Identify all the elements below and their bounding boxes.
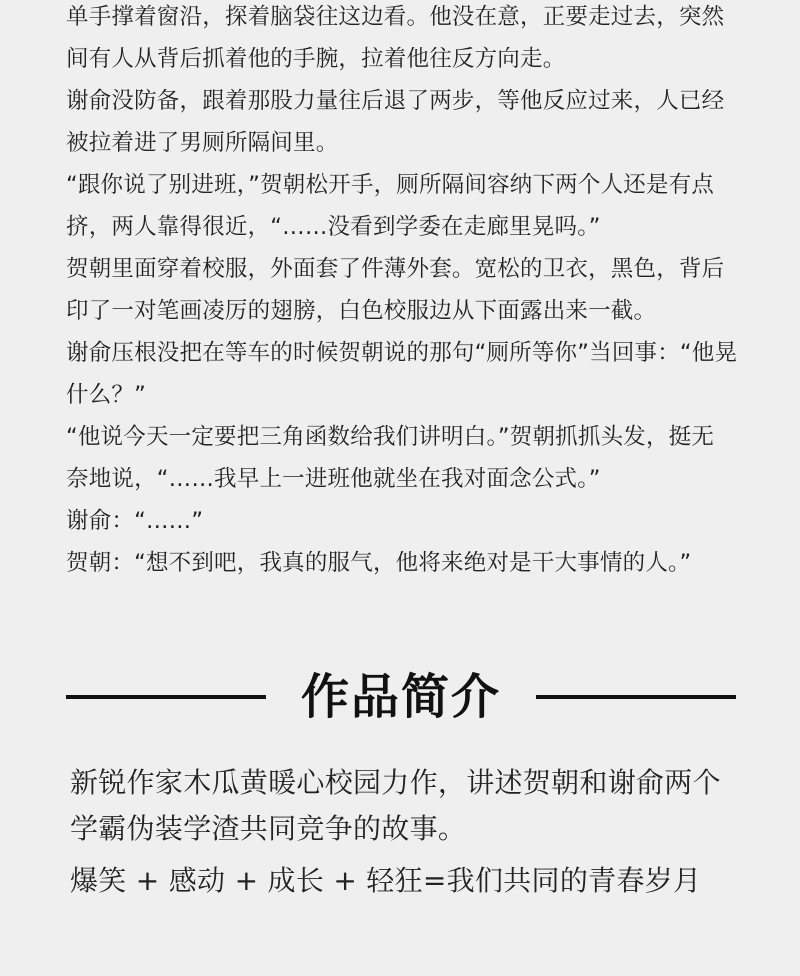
excerpt-line: 贺朝里面穿着校服，外面套了件薄外套。宽松的卫衣，黑色，背后 <box>66 256 725 282</box>
excerpt-line: “他说今天一定要把三角函数给我们讲明白。”贺朝抓抓头发，挺无 <box>66 424 715 450</box>
divider-rule-right <box>536 695 736 699</box>
novel-excerpt <box>66 0 756 584</box>
excerpt-paragraph-2 <box>66 80 756 164</box>
excerpt-paragraph-1 <box>66 0 756 80</box>
excerpt-line: 谢俞没防备，跟着那股力量往后退了两步，等他反应过来，人已经 <box>66 88 725 114</box>
excerpt-paragraph-4 <box>66 248 756 332</box>
excerpt-line: 贺朝：“想不到吧，我真的服气，他将来绝对是干大事情的人。” <box>66 550 692 576</box>
excerpt-paragraph-8 <box>66 542 756 584</box>
excerpt-line: “跟你说了别进班，”贺朝松开手，厕所隔间容纳下两个人还是有点 <box>66 172 715 198</box>
excerpt-line: 什么？” <box>66 382 146 408</box>
excerpt-paragraph-7 <box>66 500 756 542</box>
excerpt-line: 单手撑着窗沿，探着脑袋往这边看。他没在意，正要走过去，突然 <box>66 4 725 30</box>
excerpt-line: 谢俞：“……” <box>66 508 204 534</box>
intro-tagline: 爆笑 + 感动 + 成长 + 轻狂=我们共同的青春岁月 <box>70 864 702 897</box>
excerpt-line: 被拉着进了男厕所隔间里。 <box>66 130 339 156</box>
excerpt-paragraph-6 <box>66 416 756 500</box>
excerpt-line: 谢俞压根没把在等车的时候贺朝说的那句“厕所等你”当回事：“他晃 <box>66 340 738 366</box>
excerpt-line: 奈地说，“……我早上一进班他就坐在我对面念公式。” <box>66 466 601 492</box>
excerpt-line: 印了一对笔画凌厉的翅膀，白色校服边从下面露出来一截。 <box>66 298 657 324</box>
excerpt-line: 挤，两人靠得很近，“……没看到学委在走廊里晃吗。” <box>66 214 601 240</box>
section-title: 作品简介 <box>300 669 501 725</box>
excerpt-paragraph-5 <box>66 332 756 416</box>
intro-line: 新锐作家木瓜黄暖心校园力作，讲述贺朝和谢俞两个 <box>70 766 721 799</box>
excerpt-line: 间有人从背后抓着他的手腕，拉着他往反方向走。 <box>66 46 566 72</box>
excerpt-paragraph-3 <box>66 164 756 248</box>
book-intro <box>70 760 760 904</box>
intro-line: 学霸伪装学渣共同竞争的故事。 <box>70 812 467 845</box>
section-header <box>66 664 736 730</box>
